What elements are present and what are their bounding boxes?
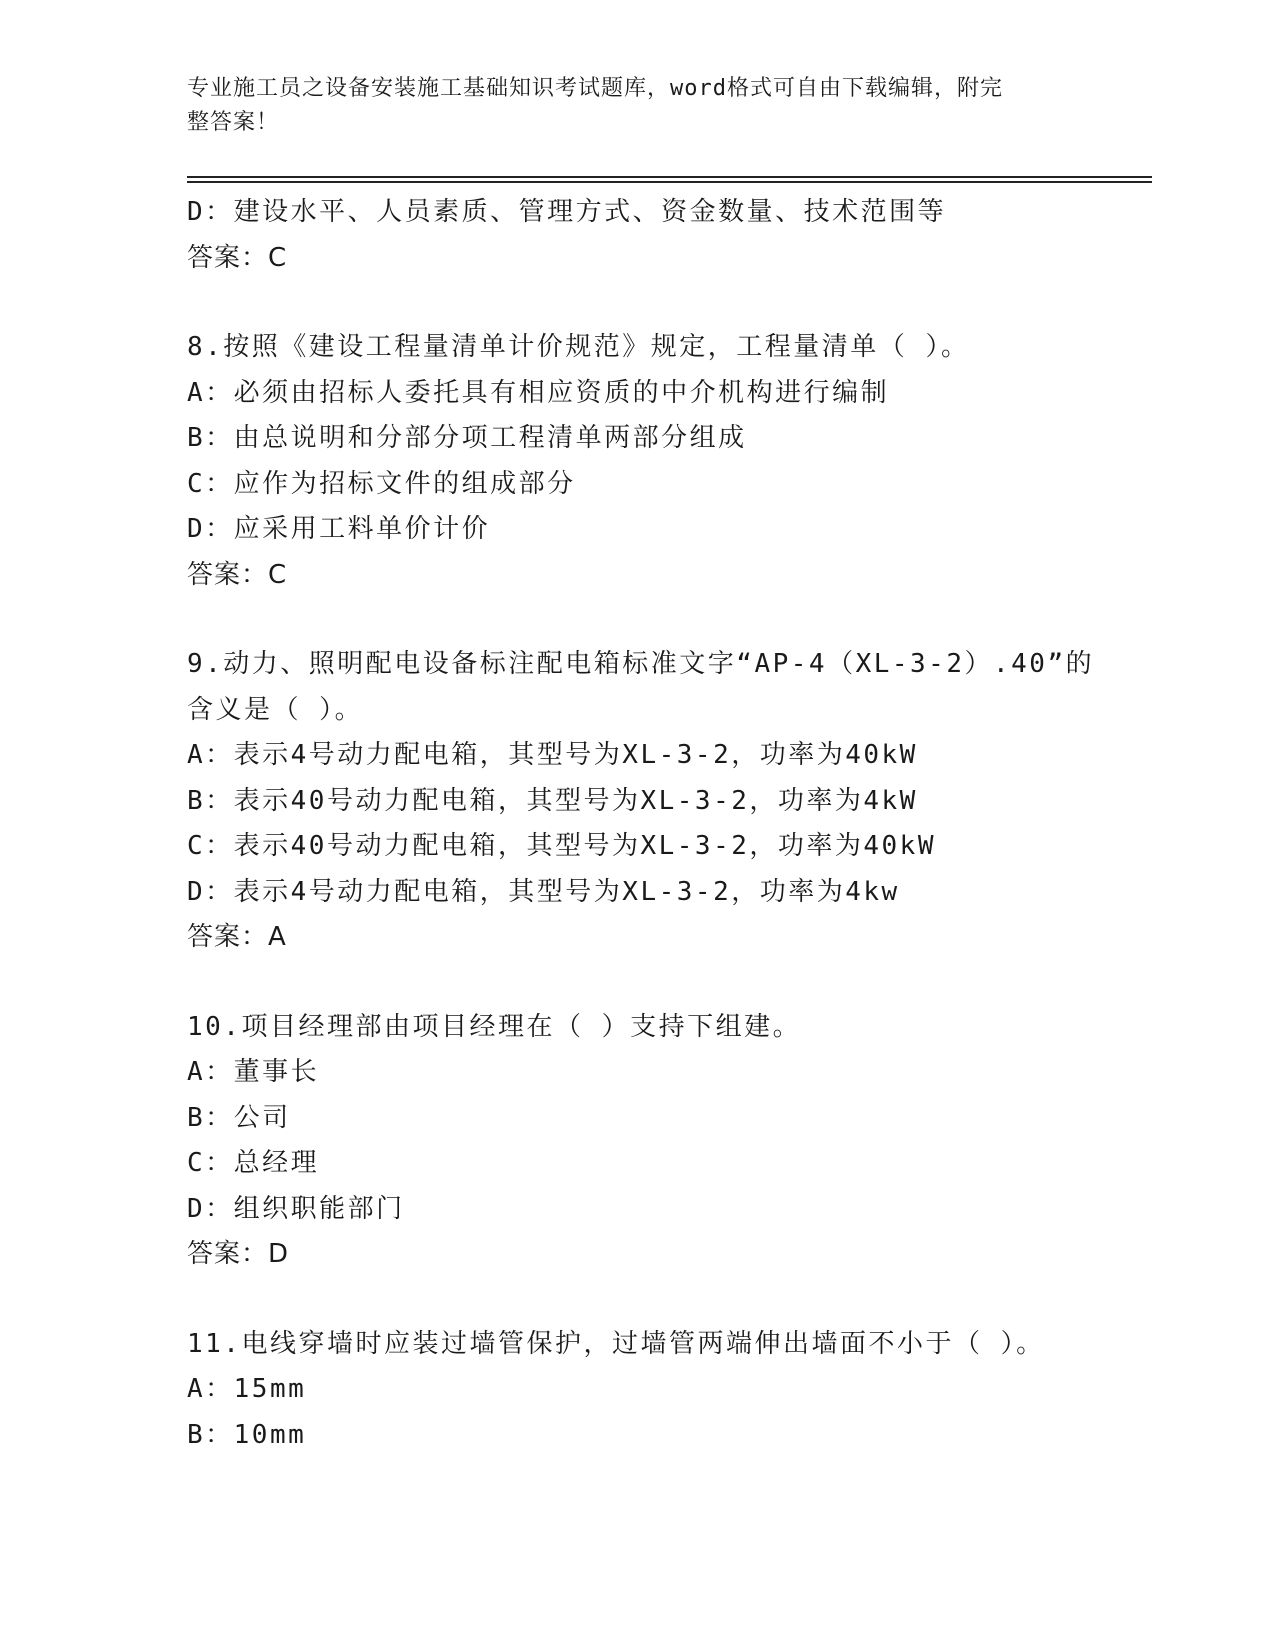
question-line: 含义是（ ）。 bbox=[187, 694, 364, 725]
spacer bbox=[187, 598, 1152, 642]
option-line: C：应作为招标文件的组成部分 bbox=[187, 468, 576, 499]
option-line: A：15mm bbox=[187, 1374, 307, 1404]
spacer bbox=[187, 1278, 1152, 1322]
option-line: C：总经理 bbox=[187, 1148, 320, 1178]
option-line: B：由总说明和分部分项工程清单两部分组成 bbox=[187, 423, 747, 453]
question-line: 11.电线穿墙时应装过墙管保护，过墙管两端伸出墙面不小于（ ）。 bbox=[187, 1328, 1045, 1359]
option-line: B：10mm bbox=[187, 1419, 307, 1450]
header-title-line-2: 整答案！ bbox=[187, 110, 280, 135]
answer-line: 答案：A bbox=[187, 922, 287, 952]
option-line: D：应采用工料单价计价 bbox=[187, 514, 491, 544]
question-line: 8.按照《建设工程量清单计价规范》规定，工程量清单（ ）。 bbox=[187, 332, 970, 362]
option-line: C：表示40号动力配电箱，其型号为XL-3-2，功率为40kW bbox=[187, 831, 936, 861]
header-divider-top bbox=[187, 176, 1152, 178]
option-line: D：建设水平、人员素质、管理方式、资金数量、技术范围等 bbox=[187, 197, 947, 227]
spacer bbox=[187, 281, 1152, 325]
answer-line: 答案：D bbox=[187, 1239, 290, 1269]
option-line: A：表示4号动力配电箱，其型号为XL-3-2，功率为40kW bbox=[187, 740, 918, 770]
header-divider-bottom bbox=[187, 181, 1152, 183]
document-header bbox=[187, 72, 1067, 140]
spacer bbox=[187, 961, 1152, 1005]
header-title-line-1: 专业施工员之设备安装施工基础知识考试题库，word格式可自由下载编辑，附完 bbox=[187, 76, 1003, 101]
option-line: B：表示40号动力配电箱，其型号为XL-3-2，功率为4kW bbox=[187, 785, 918, 816]
option-line: A：必须由招标人委托具有相应资质的中介机构进行编制 bbox=[187, 377, 890, 408]
question-content bbox=[187, 190, 1152, 1458]
answer-line: 答案：C bbox=[187, 559, 288, 590]
question-line: 10.项目经理部由项目经理在（ ）支持下组建。 bbox=[187, 1011, 802, 1042]
question-line: 9.动力、照明配电设备标注配电箱标准文字“AP-4（XL-3-2）.40”的 bbox=[187, 649, 1095, 679]
option-line: D：组织职能部门 bbox=[187, 1193, 405, 1224]
option-line: B：公司 bbox=[187, 1102, 291, 1133]
answer-line: 答案：C bbox=[187, 242, 288, 273]
option-line: A：董事长 bbox=[187, 1057, 320, 1087]
option-line: D：表示4号动力配电箱，其型号为XL-3-2，功率为4kw bbox=[187, 876, 900, 907]
